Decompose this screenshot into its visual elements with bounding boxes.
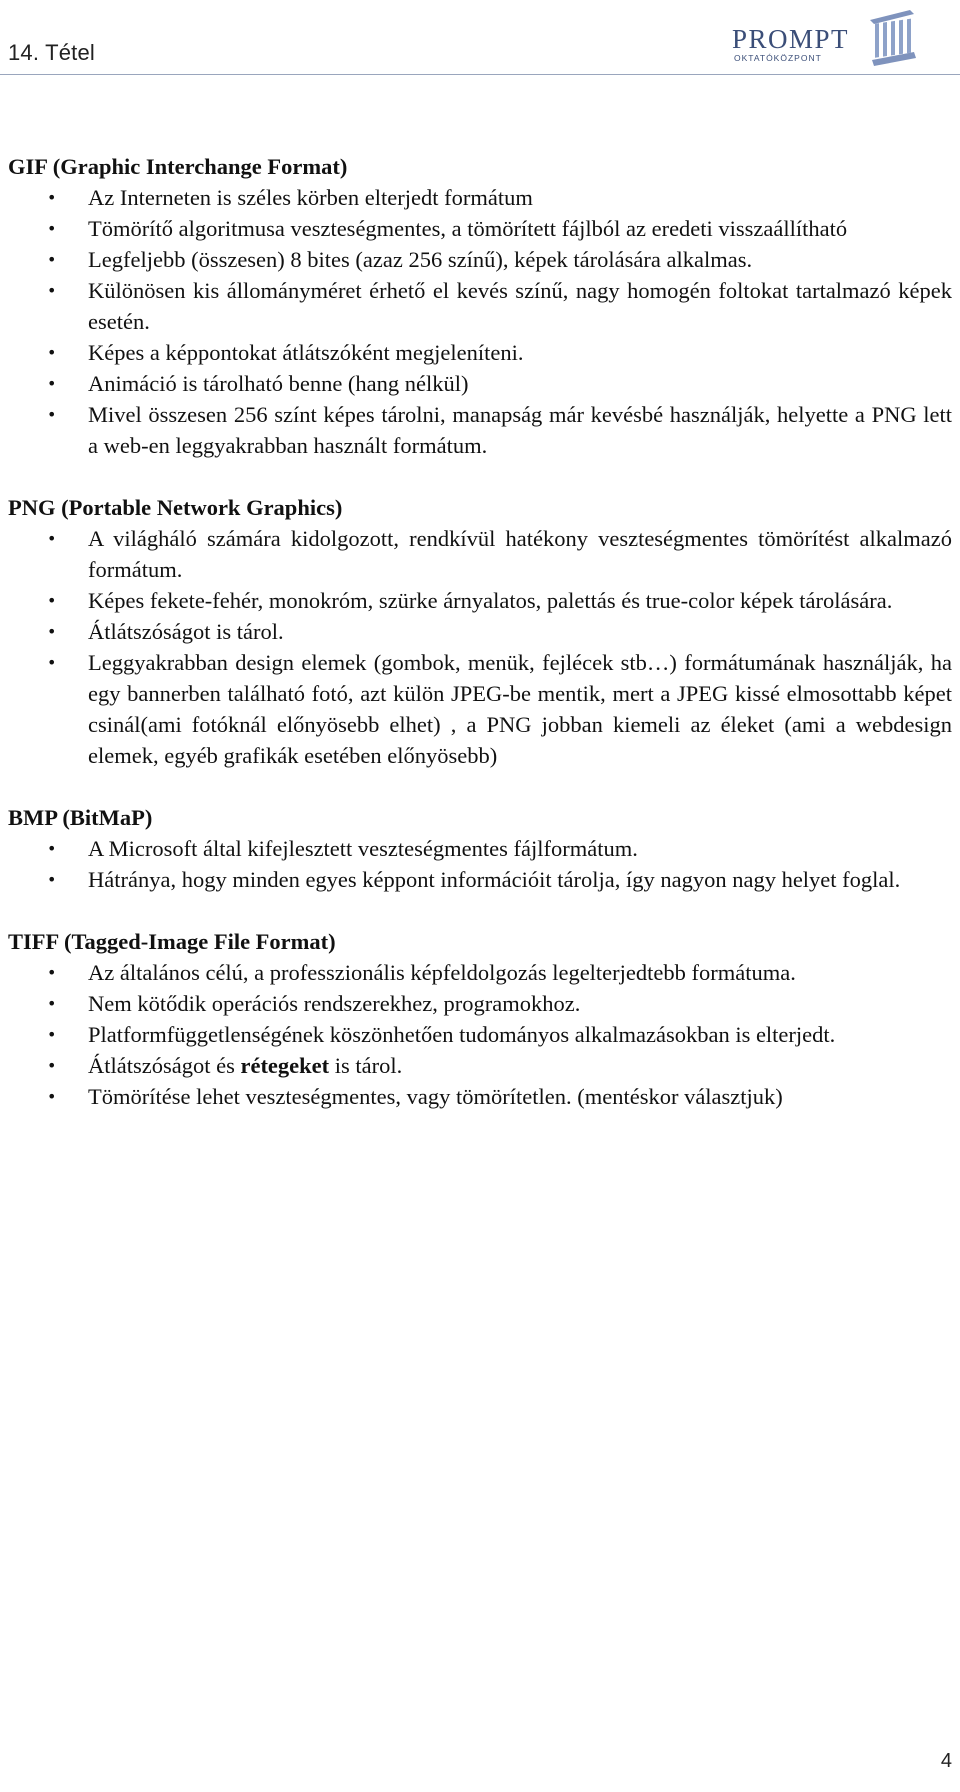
section-title: BMP (BitMaP)	[8, 805, 153, 830]
bullet-list	[8, 523, 952, 771]
list-item: • Tömörítő algoritmusa veszteségmentes, a tömörített fájlból az eredeti visszaállítható	[8, 213, 952, 244]
bullet-icon: •	[47, 591, 57, 610]
list-item: • Nem kötődik operációs rendszerekhez, programokhoz.	[8, 988, 952, 1019]
bullet-icon: •	[47, 839, 57, 858]
bullet-icon: •	[47, 622, 57, 641]
list-item: • Az általános célú, a professzionális képfeldolgozás legelterjedtebb formátuma.	[8, 957, 952, 988]
list-item: • Legfeljebb (összesen) 8 bites (azaz 256 színű), képek tárolására alkalmas.	[8, 244, 952, 275]
bullet-icon: •	[47, 1087, 57, 1106]
bullet-icon: •	[47, 963, 57, 982]
bullet-list	[8, 182, 952, 461]
list-item: • A világháló számára kidolgozott, rendkívül hatékony veszteségmentes tömörítést alkalmazó formátum.	[8, 523, 952, 585]
bullet-icon: •	[47, 529, 57, 548]
section-png	[8, 492, 952, 771]
list-item: • A Microsoft által kifejlesztett veszteségmentes fájlformátum.	[8, 833, 952, 864]
section-title: PNG (Portable Network Graphics)	[8, 495, 343, 520]
bullet-icon: •	[47, 250, 57, 269]
bullet-icon: •	[47, 405, 57, 424]
bullet-icon: •	[47, 1025, 57, 1044]
section-title: GIF (Graphic Interchange Format)	[8, 154, 348, 179]
list-item: • Átlátszóságot és rétegeket is tárol.	[8, 1050, 952, 1081]
header-title: 14. Tétel	[8, 40, 96, 65]
bullet-icon: •	[47, 994, 57, 1013]
list-item: • Mivel összesen 256 színt képes tárolni, manapság már kevésbé használják, helyette a PNG lett a web-en leggyakrabban használt formátum.	[8, 399, 952, 461]
list-item: • Átlátszóságot is tárol.	[8, 616, 952, 647]
bullet-icon: •	[47, 219, 57, 238]
logo-wordmark: PROMPT	[732, 24, 850, 54]
bullet-icon: •	[47, 188, 57, 207]
columns-logo-icon	[866, 6, 918, 68]
list-item: • Animáció is tárolható benne (hang nélkül)	[8, 368, 952, 399]
section-gif	[8, 151, 952, 461]
section-title: TIFF (Tagged-Image File Format)	[8, 929, 336, 954]
list-item: • Hátránya, hogy minden egyes képpont információit tárolja, így nagyon nagy helyet foglal.	[8, 864, 952, 895]
section-bmp	[8, 802, 952, 895]
page-header	[0, 0, 960, 75]
prompt-logo	[728, 4, 918, 70]
list-item: • Tömörítése lehet veszteségmentes, vagy tömörítetlen. (mentéskor választjuk)	[8, 1081, 952, 1112]
list-item: • Platformfüggetlenségének köszönhetően tudományos alkalmazásokban is elterjedt.	[8, 1019, 952, 1050]
bullet-icon: •	[47, 1056, 57, 1075]
list-item: • Képes a képpontokat átlátszóként megjeleníteni.	[8, 337, 952, 368]
logo-subtitle: OKTATÓKÖZPONT	[734, 53, 822, 63]
list-item: • Képes fekete-fehér, monokróm, szürke árnyalatos, palettás és true-color képek tárolására.	[8, 585, 952, 616]
page-number: 4	[940, 1750, 952, 1772]
bullet-list	[8, 833, 952, 895]
document-body	[8, 151, 952, 1112]
bullet-icon: •	[47, 870, 57, 889]
list-item: • Leggyakrabban design elemek (gombok, menük, fejlécek stb…) formátumának használják, ha egy bannerben található fotó, azt külön JPEG-be mentik, mert a JPEG kissé elmosottabb képet csinál(ami fotóknál előnyösebb elhet) , a PNG jobban kiemeli az éleket (ami a webdesign elemek, egyéb grafikák esetében előnyösebb)	[8, 647, 952, 771]
bullet-icon: •	[47, 343, 57, 362]
list-item: • Különösen kis állományméret érhető el kevés színű, nagy homogén foltokat tartalmazó képek esetén.	[8, 275, 952, 337]
bullet-icon: •	[47, 374, 57, 393]
bullet-icon: •	[47, 281, 57, 300]
list-item: • Az Interneten is széles körben elterjedt formátum	[8, 182, 952, 213]
section-tiff	[8, 926, 952, 1112]
bold-term: rétegeket	[240, 1053, 330, 1078]
bullet-list	[8, 957, 952, 1112]
bullet-icon: •	[47, 653, 57, 672]
